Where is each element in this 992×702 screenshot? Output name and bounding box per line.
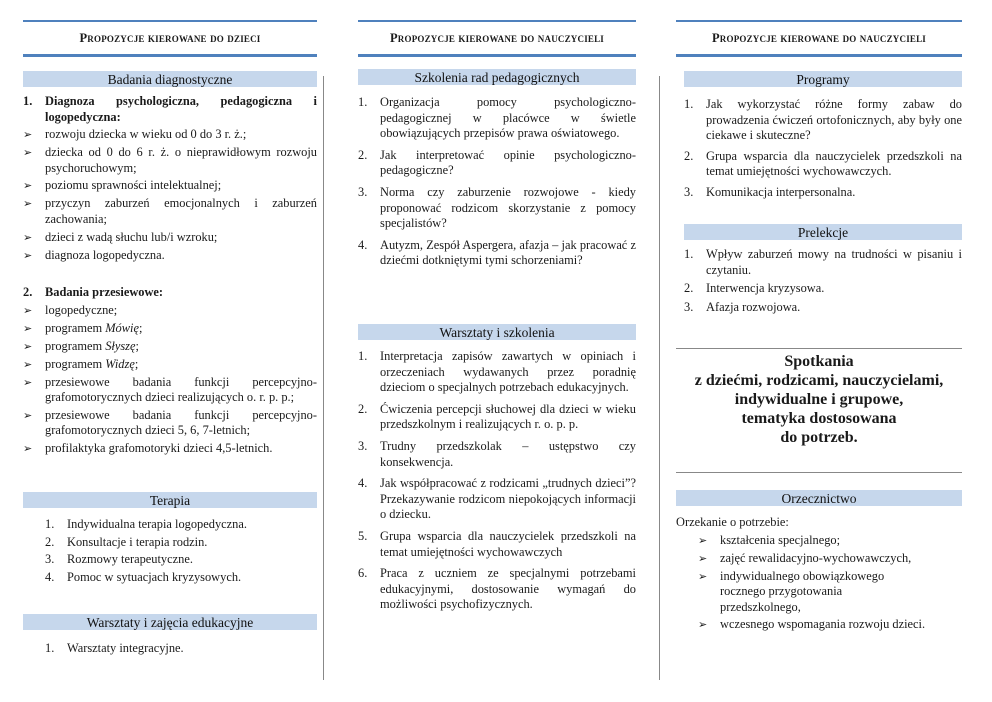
section-header-staff-training: Szkolenia rad pedagogicznych bbox=[358, 69, 636, 85]
column-header: Propozycje kierowane do nauczycieli bbox=[676, 20, 962, 57]
column-header: Propozycje kierowane do nauczycieli bbox=[358, 20, 636, 57]
list-item: 2. Konsultacje i terapia rodzin. bbox=[45, 534, 208, 549]
list-item: ➢ programem Widzę; bbox=[23, 356, 139, 371]
column-divider bbox=[659, 76, 660, 680]
arrow-bullet-icon: ➢ bbox=[23, 147, 33, 160]
list-item: 2. Interwencja kryzysowa. bbox=[684, 281, 825, 296]
meetings-heading: Spotkania z dziećmi, rodzicami, nauczycielami, indywidualne i grupowe, tematyka dostosowana do potrzeb. bbox=[694, 353, 944, 446]
diagnosis-title: Diagnoza psychologiczna, pedagogiczna i logopedyczna: bbox=[45, 94, 317, 124]
list-item: 4. Jak współpracować z rodzicami „trudnych dzieci”? Przekazywanie rodzicom niepokojących informacji o dziecku. bbox=[358, 476, 636, 522]
column-header: Propozycje kierowane do dzieci bbox=[23, 20, 317, 57]
list-number: 2. bbox=[23, 285, 33, 299]
column-teachers bbox=[358, 0, 636, 702]
section-header-diagnostics: Badania diagnostyczne bbox=[23, 71, 317, 87]
separator-line bbox=[676, 348, 962, 349]
arrow-bullet-icon: ➢ bbox=[23, 409, 33, 422]
list-item: 3. Rozmowy terapeutyczne. bbox=[45, 552, 193, 567]
arrow-bullet-icon: ➢ bbox=[23, 442, 33, 455]
arrow-bullet-icon: ➢ bbox=[698, 619, 708, 632]
list-item: ➢ logopedyczne; bbox=[23, 302, 118, 317]
certification-block bbox=[676, 515, 962, 635]
arrow-bullet-icon: ➢ bbox=[23, 376, 33, 389]
screening-block bbox=[23, 285, 317, 459]
section-header-lectures: Prelekcje bbox=[684, 224, 962, 240]
arrow-bullet-icon: ➢ bbox=[23, 322, 33, 335]
list-item: ➢ diagnoza logopedyczna. bbox=[23, 247, 165, 262]
column-teachers-2 bbox=[676, 0, 962, 702]
list-item: ➢ zajęć rewalidacyjno-wychowawczych, bbox=[698, 550, 912, 565]
section-header-therapy: Terapia bbox=[23, 492, 317, 508]
list-item: 2. Ćwiczenia percepcji słuchowej dla dzieci w wieku przedszkolnym i realizujących r. o. p. p. bbox=[358, 401, 636, 432]
screening-title: Badania przesiewowe: bbox=[45, 285, 164, 299]
separator-line bbox=[676, 472, 962, 473]
arrow-bullet-icon: ➢ bbox=[23, 231, 33, 244]
list-item: ➢ przesiewowe badania funkcji percepcyjno-grafomotorycznych dzieci 5, 6, 7-letnich; bbox=[23, 407, 317, 438]
list-item: ➢ dzieci z wadą słuchu lub/i wzroku; bbox=[23, 229, 218, 244]
lectures-list bbox=[684, 247, 962, 318]
workshops-list bbox=[45, 641, 317, 659]
list-item: 6. Praca z uczniem ze specjalnymi potrzebami edukacyjnymi, dostosowanie wymagań do możliwości psychofizycznych. bbox=[358, 566, 636, 612]
diagnostics-block bbox=[23, 94, 317, 266]
list-item: 1. Jak wykorzystać różne formy zabaw do prowadzenia ćwiczeń ortofonicznych, aby były one ciekawe i skuteczne? bbox=[684, 97, 962, 143]
arrow-bullet-icon: ➢ bbox=[698, 570, 708, 583]
list-item: ➢ rozwoju dziecka w wieku od 0 do 3 r. ż.; bbox=[23, 127, 247, 142]
section-header-certification: Orzecznictwo bbox=[676, 490, 962, 506]
list-item: ➢ programem Mówię; bbox=[23, 320, 143, 335]
arrow-bullet-icon: ➢ bbox=[23, 249, 33, 262]
list-item: 1. Wpływ zaburzeń mowy na trudności w pisaniu i czytaniu. bbox=[684, 247, 962, 277]
arrow-bullet-icon: ➢ bbox=[23, 304, 33, 317]
column-divider bbox=[323, 76, 324, 680]
list-item: 2. Grupa wsparcia dla nauczycielek przedszkoli na temat umiejętności wychowawczych. bbox=[684, 148, 962, 179]
arrow-bullet-icon: ➢ bbox=[23, 340, 33, 353]
arrow-bullet-icon: ➢ bbox=[23, 358, 33, 371]
arrow-bullet-icon: ➢ bbox=[23, 180, 33, 193]
list-item: 3. Afazja rozwojowa. bbox=[684, 299, 801, 314]
column-children bbox=[23, 0, 317, 702]
list-item: ➢ programem Słyszę; bbox=[23, 338, 139, 353]
arrow-bullet-icon: ➢ bbox=[698, 534, 708, 547]
list-item: 2. Jak interpretować opinie psychologiczno-pedagogiczne? bbox=[358, 147, 636, 178]
list-item: 1. Organizacja pomocy psychologiczno-pedagogicznej w placówce w świetle obowiązujących przepisów prawa oświatowego. bbox=[358, 95, 636, 141]
workshops-training-list bbox=[358, 349, 636, 619]
arrow-bullet-icon: ➢ bbox=[698, 552, 708, 565]
list-item: 3. Komunikacja interpersonalna. bbox=[684, 184, 856, 199]
list-item: ➢ profilaktyka grafomotoryki dzieci 4,5-letnich. bbox=[23, 440, 273, 455]
list-item: ➢ poziomu sprawności intelektualnej; bbox=[23, 178, 222, 193]
arrow-bullet-icon: ➢ bbox=[23, 129, 33, 142]
section-header-programs: Programy bbox=[684, 71, 962, 87]
list-item: 1. Indywidualna terapia logopedyczna. bbox=[45, 517, 247, 531]
arrow-bullet-icon: ➢ bbox=[23, 198, 33, 211]
list-item: 4. Pomoc w sytuacjach kryzysowych. bbox=[45, 569, 242, 584]
list-item: 4. Autyzm, Zespół Aspergera, afazja – jak pracować z dziećmi dotkniętymi tymi schorzeniami? bbox=[358, 237, 636, 268]
list-item: 5. Grupa wsparcia dla nauczycielek przedszkoli na temat umiejętności wychowawczych bbox=[358, 528, 636, 559]
programs-list bbox=[684, 97, 962, 206]
list-item: ➢ wczesnego wspomagania rozwoju dzieci. bbox=[698, 617, 926, 632]
list-item: 1. Interpretacja zapisów zawartych w opiniach i orzeczeniach wydawanych przez poradnię dzieciom o specjalnych potrzebach edukacyjnych. bbox=[358, 349, 636, 395]
list-item: ➢ kształcenia specjalnego; bbox=[698, 532, 841, 547]
list-heading bbox=[23, 285, 317, 301]
list-number: 1. bbox=[23, 94, 33, 108]
list-item: ➢ przyczyn zaburzeń emocjonalnych i zaburzeń zachowania; bbox=[23, 196, 317, 226]
staff-training-list bbox=[358, 95, 636, 275]
list-item: ➢ indywidualnego obowiązkowego rocznego przygotowania przedszkolnego, bbox=[698, 568, 885, 614]
list-item: 3. Norma czy zaburzenie rozwojowe - kiedy proponować rodzicom skorzystanie z pomocy specjalistów? bbox=[358, 184, 636, 231]
list-item: 1. Warsztaty integracyjne. bbox=[45, 641, 184, 655]
certification-intro: Orzekanie o potrzebie: bbox=[676, 515, 789, 529]
list-item: ➢ dziecka od 0 do 6 r. ż. o nieprawidłowym rozwoju psychoruchowym; bbox=[23, 145, 317, 175]
list-item: ➢ przesiewowe badania funkcji percepcyjno-grafomotorycznych dzieci realizujących o. r. p. p.; bbox=[23, 374, 317, 405]
list-item: 3. Trudny przedszkolak – ustępstwo czy konsekwencja. bbox=[358, 438, 636, 469]
list-heading bbox=[23, 94, 317, 125]
section-header-workshops-training: Warsztaty i szkolenia bbox=[358, 324, 636, 340]
section-header-workshops: Warsztaty i zajęcia edukacyjne bbox=[23, 614, 317, 630]
therapy-list bbox=[45, 517, 317, 587]
